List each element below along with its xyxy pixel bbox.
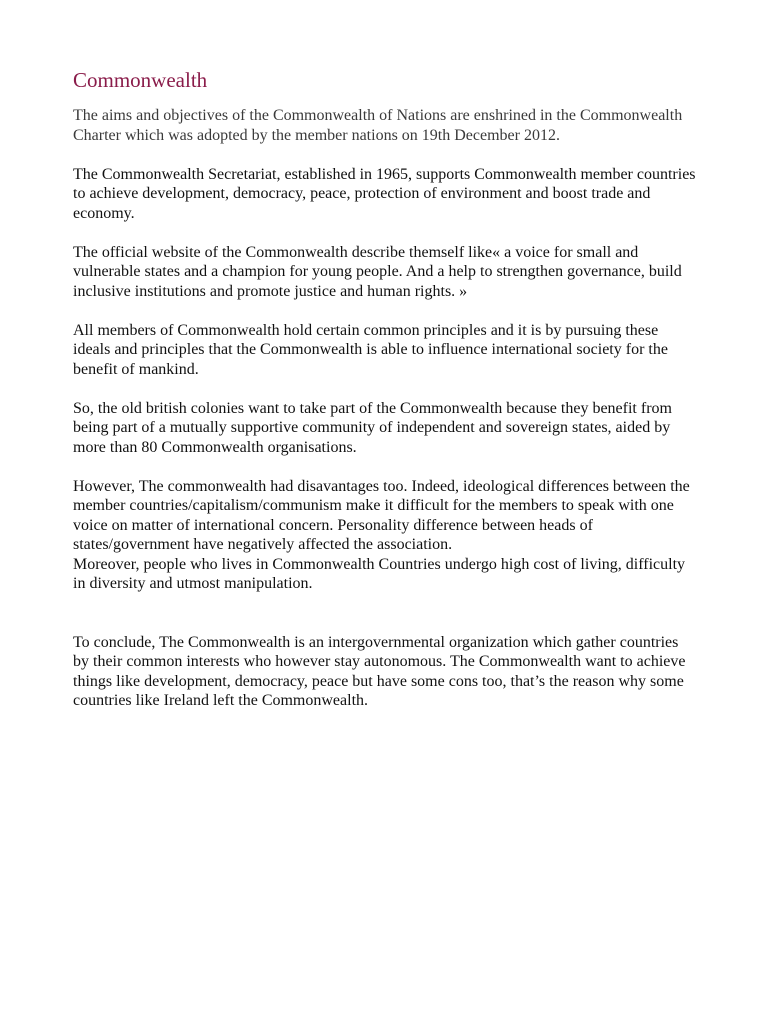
paragraph-secretariat: The Commonwealth Secretariat, established in 1965, supports Commonwealth member countries to achieve development, democracy, peace, protection of environment and boost trade and economy. [73, 165, 696, 222]
paragraph-moreover: Moreover, people who lives in Commonwealth Countries undergo high cost of living, difficulty in diversity and utmost manipulation. [73, 555, 686, 592]
paragraph-common-principles: All members of Commonwealth hold certain common principles and it is by pursuing these ideals and principles that the Commonwealth is able to influence international society for the benefit of mankind. [73, 321, 668, 378]
paragraph-official-website: The official website of the Commonwealth describe themself like« a voice for small and vulnerable states and a champion for young people. And a help to strengthen governance, build inclusive institutions and promote justice and human rights. » [73, 243, 682, 300]
paragraph-british-colonies: So, the old british colonies want to take part of the Commonwealth because they benefit from being part of a mutually supportive community of independent and sovereign states, aided by more than 80 Commonwealth organisations. [73, 399, 672, 456]
document-body [73, 66, 698, 730]
paragraph-disadvantages: However, The commonwealth had disavantages too. Indeed, ideological differences between the member countries/capitalism/communism make it difficult for the members to speak with one voice on matter of international concern. Personality difference between heads of states/government have negatively affected the association. [73, 477, 690, 553]
paragraph-conclusion: To conclude, The Commonwealth is an intergovernmental organization which gather countries by their common interests who however stay autonomous. The Commonwealth want to achieve things like development, democracy, peace but have some cons too, that’s the reason why some countries like Ireland left the Commonwealth. [73, 633, 686, 709]
paragraph-spacer [73, 594, 698, 633]
document-title: Commonwealth [73, 68, 208, 92]
paragraph-charter: The aims and objectives of the Commonwealth of Nations are enshrined in the Commonwealth Charter which was adopted by the member nations on 19th December 2012. [73, 107, 683, 144]
